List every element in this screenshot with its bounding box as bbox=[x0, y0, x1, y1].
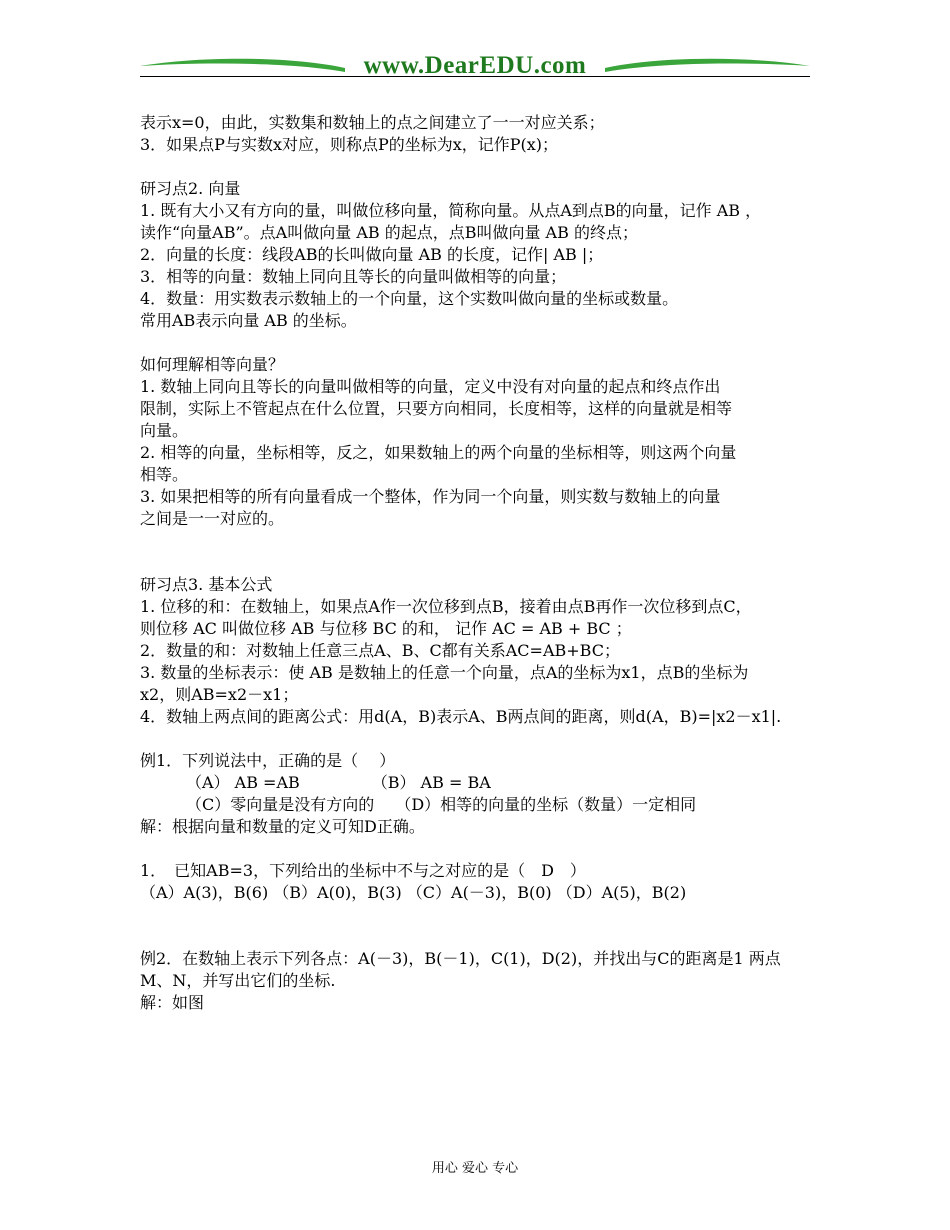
text-line: 4．数轴上两点间的距离公式：用d(A，B)表示A、B两点间的距离，则d(A，B)=|x2－x1|. bbox=[140, 707, 782, 726]
option-line: （A） AB =AB （B） AB = BA bbox=[186, 773, 491, 792]
text-line: 4．数量：用实数表示数轴上的一个向量，这个实数叫做向量的坐标或数量。 bbox=[140, 289, 679, 308]
option-line: （C）零向量是没有方向的 （D）相等的向量的坐标（数量）一定相同 bbox=[186, 795, 697, 814]
document-body bbox=[140, 112, 812, 1014]
text-line: 表示x=0，由此，实数集和数轴上的点之间建立了一一对应关系； bbox=[140, 113, 605, 132]
text-line: 1. 数轴上同向且等长的向量叫做相等的向量，定义中没有对向量的起点和终点作出 bbox=[140, 377, 721, 396]
text-line: 1. 既有大小又有方向的量，叫做位移向量，简称向量。从点A到点B的向量，记作 AB ， bbox=[140, 201, 762, 220]
section-heading: 如何理解相等向量？ bbox=[140, 355, 285, 374]
site-logo: www.DearEDU.com bbox=[363, 52, 587, 79]
text-line: 2．向量的长度：线段AB的长叫做向量 AB 的长度，记作| AB |； bbox=[140, 245, 604, 264]
text-line: 读作“向量AB”。点A叫做向量 AB 的起点，点B叫做向量 AB 的终点； bbox=[140, 223, 638, 242]
text-line: 相等。 bbox=[140, 465, 189, 484]
text-line: 3．相等的向量：数轴上同向且等长的向量叫做相等的向量； bbox=[140, 267, 567, 286]
page-footer: 用心 爱心 专心 bbox=[431, 1161, 519, 1176]
text-line: 则位移 AC 叫做位移 AB 与位移 BC 的和， 记作 AC = AB + BC ； bbox=[140, 619, 632, 638]
text-line: x2，则AB=x2－x1； bbox=[140, 685, 299, 704]
section-heading: 研习点2. 向量 bbox=[140, 179, 241, 198]
example-heading: 例1．下列说法中，正确的是（ ） bbox=[140, 751, 396, 770]
text-line: 2. 相等的向量，坐标相等，反之，如果数轴上的两个向量的坐标相等，则这两个向量 bbox=[140, 443, 737, 462]
option-line: （A）A(3)，B(6) （B）A(0)，B(3) （C）A(－3)，B(0) （D）A(5)，B(2) bbox=[140, 883, 687, 902]
text-line: 限制，实际上不管起点在什么位置，只要方向相同，长度相等，这样的向量就是相等 bbox=[140, 399, 733, 418]
section-heading: 研习点3. 基本公式 bbox=[140, 575, 273, 594]
header-divider bbox=[140, 76, 810, 77]
text-line: 3. 如果把相等的所有向量看成一个整体，作为同一个向量，则实数与数轴上的向量 bbox=[140, 487, 721, 506]
solution-line: 解：根据向量和数量的定义可知D正确。 bbox=[140, 817, 425, 836]
text-line: 2．数量的和：对数轴上任意三点A、B、C都有关系AC=AB+BC； bbox=[140, 641, 620, 660]
text-line: 3. 数量的坐标表示：使 AB 是数轴上的任意一个向量，点A的坐标为x1，点B的坐标为 bbox=[140, 663, 749, 682]
text-line: 常用AB表示向量 AB 的坐标。 bbox=[140, 311, 357, 330]
text-line: 1. 位移的和：在数轴上，如果点A作一次位移到点B，接着由点B再作一次位移到点C， bbox=[140, 597, 752, 616]
text-line: 向量。 bbox=[140, 421, 189, 440]
solution-line: 解：如图 bbox=[140, 993, 205, 1012]
example-heading: 例2．在数轴上表示下列各点：A(－3)，B(－1)，C(1)，D(2)，并找出与C的距离是1 两点 bbox=[140, 949, 781, 968]
text-line: 3．如果点P与实数x对应，则称点P的坐标为x，记作P(x)； bbox=[140, 135, 559, 154]
text-line: M、N，并写出它们的坐标. bbox=[140, 971, 336, 990]
text-line: 之间是一一对应的。 bbox=[140, 509, 285, 528]
exercise-line: 1． 已知AB=3，下列给出的坐标中不与之对应的是（ D ） bbox=[140, 861, 586, 880]
